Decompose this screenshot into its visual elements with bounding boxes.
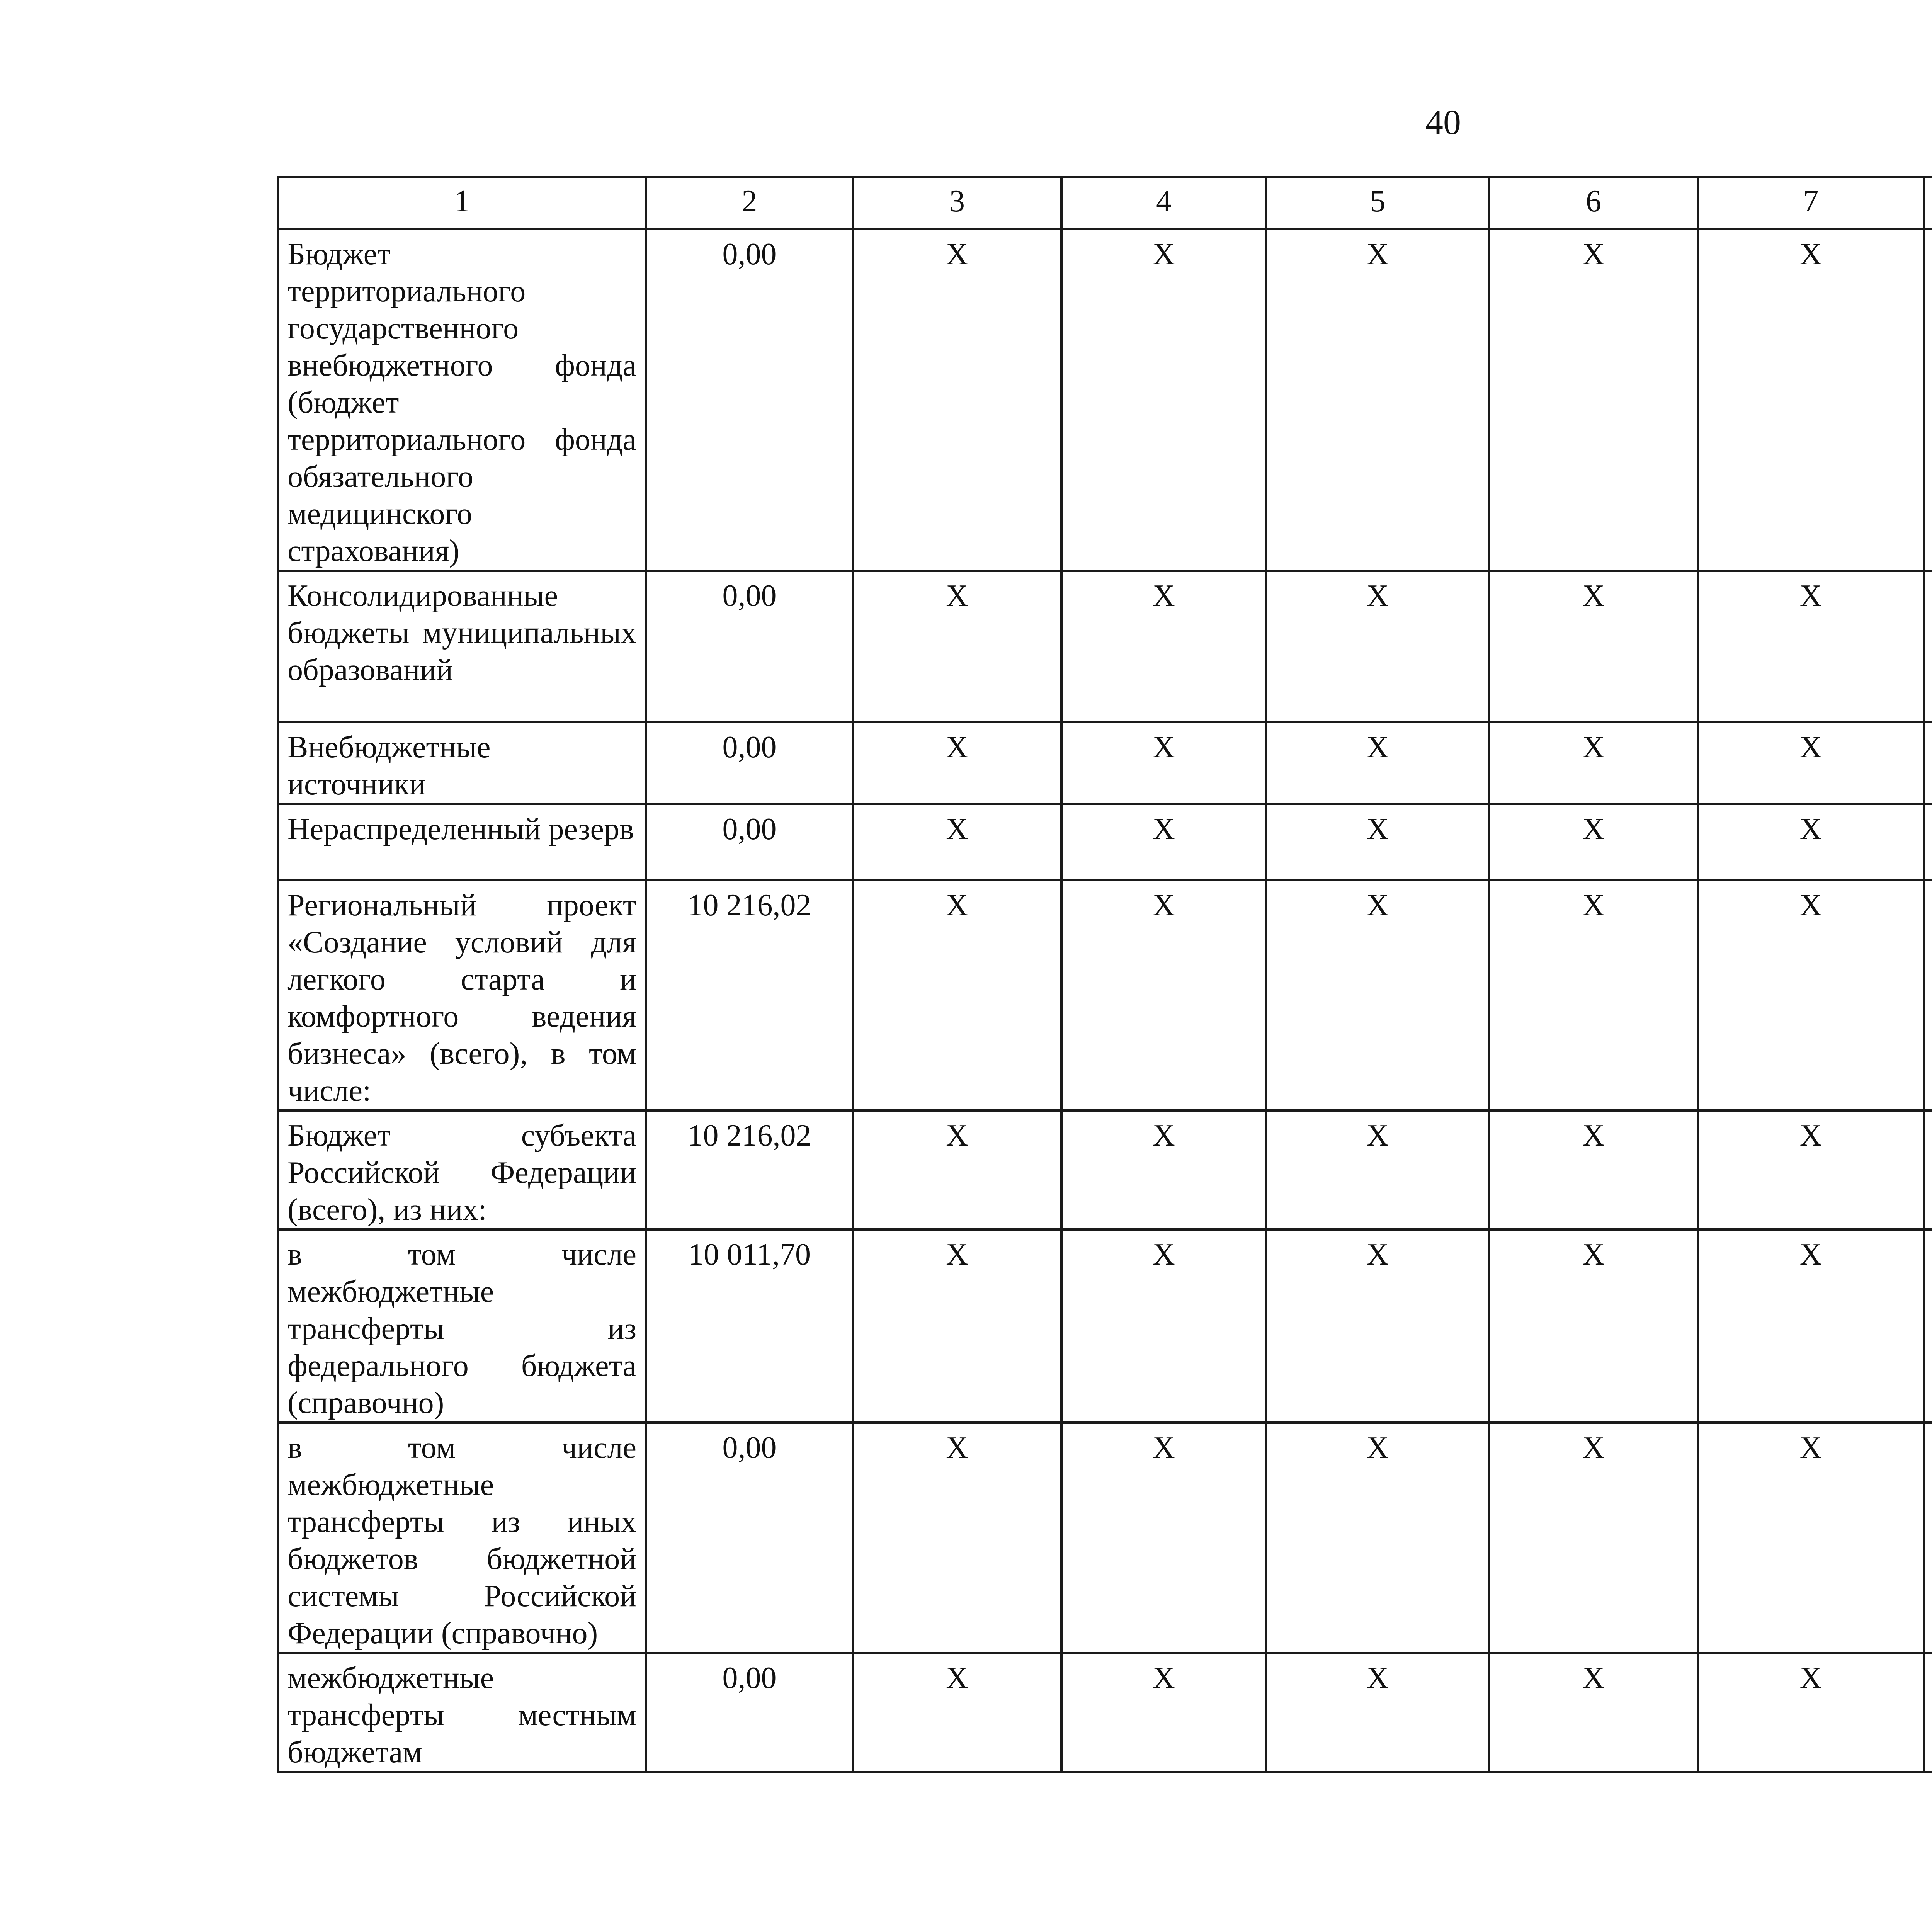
cell-x [1924, 1229, 1932, 1423]
cell-x: Х [1266, 1110, 1489, 1229]
cell-x: Х [1489, 880, 1698, 1110]
cell-x: Х [853, 1229, 1061, 1423]
cell-x: Х [1489, 229, 1698, 571]
column-header [1924, 177, 1932, 229]
cell-x [1924, 804, 1932, 880]
cell-x: Х [1061, 229, 1266, 571]
budget-table [277, 176, 1932, 1773]
column-header: 1 [278, 177, 646, 229]
cell-x: Х [853, 571, 1061, 722]
column-header: 4 [1061, 177, 1266, 229]
table-row [278, 880, 1932, 1110]
cell-value: 0,00 [646, 571, 853, 722]
cell-value: 0,00 [646, 722, 853, 804]
table-header-row [278, 177, 1932, 229]
table-row [278, 1423, 1932, 1653]
cell-x [1924, 229, 1932, 571]
row-label: Бюджет субъекта Российской Федерации (всего), из них: [278, 1110, 646, 1229]
cell-x: Х [1266, 880, 1489, 1110]
cell-x: Х [1698, 804, 1924, 880]
cell-x: Х [1061, 1423, 1266, 1653]
table-row [278, 229, 1932, 571]
cell-x: Х [1061, 722, 1266, 804]
cell-value: 0,00 [646, 1423, 853, 1653]
row-label: Консолидированные бюджеты муниципальных образований [278, 571, 646, 722]
cell-x: Х [1061, 571, 1266, 722]
cell-x: Х [1266, 1229, 1489, 1423]
row-label: в том числе межбюджетные трансферты из иных бюджетов бюджетной системы Российской Федерации (справочно) [278, 1423, 646, 1653]
column-header: 2 [646, 177, 853, 229]
cell-x: Х [853, 229, 1061, 571]
cell-x [1924, 880, 1932, 1110]
cell-value: 10 011,70 [646, 1229, 853, 1423]
cell-x: Х [1061, 1653, 1266, 1772]
cell-x: Х [1061, 1110, 1266, 1229]
cell-x: Х [853, 1423, 1061, 1653]
cell-x: Х [1266, 571, 1489, 722]
row-label: Нераспределенный резерв [278, 804, 646, 880]
cell-x: Х [1489, 1110, 1698, 1229]
cell-x: Х [1698, 229, 1924, 571]
cell-x [1924, 1423, 1932, 1653]
cell-x: Х [1698, 1110, 1924, 1229]
row-label: в том числе межбюджетные трансферты из федерального бюджета (справочно) [278, 1229, 646, 1423]
cell-x: Х [1061, 1229, 1266, 1423]
cell-x: Х [1061, 880, 1266, 1110]
row-label: Внебюджетные источники [278, 722, 646, 804]
cell-x: Х [1489, 804, 1698, 880]
cell-x: Х [1698, 880, 1924, 1110]
cell-x: Х [853, 722, 1061, 804]
cell-x: Х [1698, 1229, 1924, 1423]
column-header: 3 [853, 177, 1061, 229]
page-number: 40 [1425, 102, 1461, 142]
table-row [278, 804, 1932, 880]
cell-x: Х [853, 1653, 1061, 1772]
cell-x [1924, 571, 1932, 722]
row-label: Региональный проект «Создание условий для легкого старта и комфортного ведения бизнеса» (всего), в том числе: [278, 880, 646, 1110]
column-header: 7 [1698, 177, 1924, 229]
cell-value: 0,00 [646, 229, 853, 571]
cell-value: 10 216,02 [646, 1110, 853, 1229]
cell-value: 0,00 [646, 804, 853, 880]
cell-x: Х [1698, 1653, 1924, 1772]
cell-x: Х [853, 880, 1061, 1110]
cell-x: Х [1266, 1423, 1489, 1653]
cell-x: Х [1698, 722, 1924, 804]
cell-x: Х [853, 1110, 1061, 1229]
cell-x: Х [1266, 804, 1489, 880]
cell-value: 10 216,02 [646, 880, 853, 1110]
cell-x: Х [853, 804, 1061, 880]
row-label: межбюджетные трансферты местным бюджетам [278, 1653, 646, 1772]
cell-x: Х [1698, 571, 1924, 722]
cell-x [1924, 1110, 1932, 1229]
row-label: Бюджет территориального государственного внебюджетного фонда (бюджет территориального фонда обязательного медицинского страхования) [278, 229, 646, 571]
column-header: 5 [1266, 177, 1489, 229]
cell-x [1924, 1653, 1932, 1772]
cell-x: Х [1489, 1229, 1698, 1423]
table-row [278, 1653, 1932, 1772]
table-row [278, 722, 1932, 804]
cell-x: Х [1266, 722, 1489, 804]
cell-x: Х [1266, 229, 1489, 571]
table-row [278, 571, 1932, 722]
cell-x: Х [1489, 1653, 1698, 1772]
cell-x: Х [1489, 1423, 1698, 1653]
column-header: 6 [1489, 177, 1698, 229]
cell-value: 0,00 [646, 1653, 853, 1772]
cell-x: Х [1061, 804, 1266, 880]
cell-x [1924, 722, 1932, 804]
cell-x: Х [1698, 1423, 1924, 1653]
table-row [278, 1110, 1932, 1229]
cell-x: Х [1489, 571, 1698, 722]
cell-x: Х [1489, 722, 1698, 804]
table-row [278, 1229, 1932, 1423]
cell-x: Х [1266, 1653, 1489, 1772]
